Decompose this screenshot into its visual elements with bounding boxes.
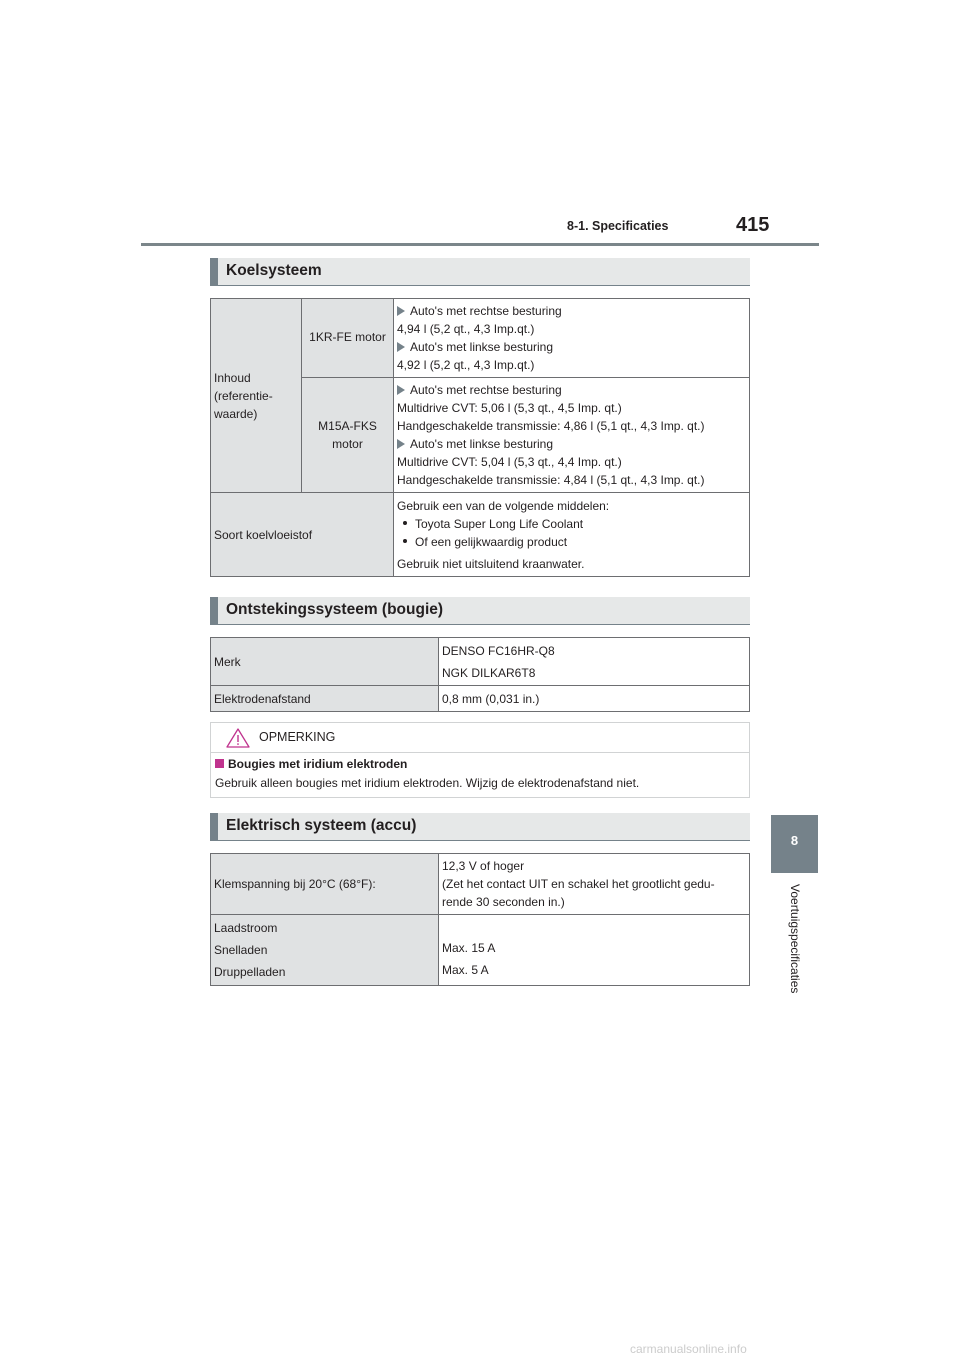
engine2-cell xyxy=(302,378,394,493)
coolant-values-cell xyxy=(394,493,750,577)
warning-triangle-icon xyxy=(225,727,251,749)
brand-label: Merk xyxy=(214,654,241,669)
arrow-right-icon xyxy=(397,439,405,449)
brand-value-2: NGK DILKAR6T8 xyxy=(442,665,536,680)
capacity-label-cell xyxy=(211,299,302,493)
chapter-number: 8 xyxy=(790,833,799,848)
engine1-lhd-label: Auto's met linkse besturing xyxy=(410,340,554,354)
gap-value: 0,8 mm (0,031 in.) xyxy=(442,691,540,706)
notice-box xyxy=(210,722,750,798)
section-heading-cooling xyxy=(210,258,750,286)
header-divider xyxy=(141,243,819,246)
trickle-charge-label: Druppelladen xyxy=(214,965,286,979)
engine1-rhd-label: Auto's met rechtse besturing xyxy=(410,304,562,318)
section-heading-electrical xyxy=(210,813,750,841)
notice-subtitle: Bougies met iridium elektroden xyxy=(228,757,408,771)
engine1-rhd-value: 4,94 l (5,2 qt., 4,3 Imp.qt.) xyxy=(397,322,535,336)
voltage-values-cell xyxy=(439,854,750,915)
engine2-rhd-label: Auto's met rechtse besturing xyxy=(410,383,562,397)
section-heading-cooling-text: Koelsysteem xyxy=(226,262,322,279)
voltage-value-3: rende 30 seconden in.) xyxy=(442,895,565,909)
section-heading-ignition xyxy=(210,597,750,625)
voltage-label-cell xyxy=(211,854,439,915)
engine1-values-cell xyxy=(394,299,750,378)
notice-header xyxy=(211,723,749,753)
charge-label-cell xyxy=(211,915,439,986)
gap-value-cell xyxy=(439,686,750,712)
coolant-note: Gebruik niet uitsluitend kraanwater. xyxy=(397,556,585,571)
voltage-value-2: (Zet het contact UIT en schakel het grootlicht gedu- xyxy=(442,877,715,891)
capacity-label: Inhoud (referentie- waarde) xyxy=(214,370,273,421)
engine1-cell xyxy=(302,299,394,378)
square-marker-icon xyxy=(215,759,224,768)
notice-text: Gebruik alleen bougies met iridium elektroden. Wijzig de elektrodenafstand niet. xyxy=(215,776,640,790)
engine2-label: M15A-FKS motor xyxy=(318,419,377,451)
header-section-title: 8-1. Specificaties xyxy=(567,219,669,233)
charge-label: Laadstroom xyxy=(214,921,278,935)
brand-label-cell xyxy=(211,638,439,686)
engine2-lhd-manual: Handgeschakelde transmissie: 4,84 l (5,1 qt., 4,3 Imp. qt.) xyxy=(397,473,705,487)
engine2-values-cell xyxy=(394,378,750,493)
fast-charge-value: Max. 15 A xyxy=(442,941,496,955)
arrow-right-icon xyxy=(397,385,405,395)
engine1-lhd-value: 4,92 l (5,2 qt., 4,3 Imp.qt.) xyxy=(397,358,535,372)
page-number: 415 xyxy=(736,214,770,236)
section-heading-ignition-text: Ontstekingssysteem (bougie) xyxy=(226,601,444,618)
electrical-table xyxy=(210,853,750,986)
engine2-rhd-manual: Handgeschakelde transmissie: 4,86 l (5,1 qt., 4,3 Imp. qt.) xyxy=(397,419,705,433)
bullet-icon xyxy=(403,539,407,543)
voltage-value-1: 12,3 V of hoger xyxy=(442,859,525,873)
cooling-table xyxy=(210,298,750,577)
notice-subtitle-row xyxy=(215,757,407,771)
gap-label: Elektrodenafstand xyxy=(214,691,311,706)
engine2-lhd-cvt: Multidrive CVT: 5,04 l (5,3 qt., 4,4 Imp. qt.) xyxy=(397,455,622,469)
gap-label-cell xyxy=(211,686,439,712)
section-heading-electrical-text: Elektrisch systeem (accu) xyxy=(226,817,417,834)
notice-title: OPMERKING xyxy=(259,730,336,744)
coolant-label: Soort koelvloeistof xyxy=(214,527,313,542)
coolant-option-1: Toyota Super Long Life Coolant xyxy=(415,516,584,531)
charge-values-cell xyxy=(439,915,750,986)
engine1-label: 1KR-FE motor xyxy=(309,330,386,344)
coolant-option-2: Of een gelijkwaardig product xyxy=(415,534,568,549)
brand-values-cell xyxy=(439,638,750,686)
engine2-lhd-label: Auto's met linkse besturing xyxy=(410,437,554,451)
brand-value-1: DENSO FC16HR-Q8 xyxy=(442,643,555,658)
voltage-label: Klemspanning bij 20°C (68°F): xyxy=(214,877,376,891)
bullet-icon xyxy=(403,521,407,525)
ignition-table xyxy=(210,637,750,712)
fast-charge-label: Snelladen xyxy=(214,943,268,957)
chapter-label: Voertuigspecificaties xyxy=(788,884,802,994)
arrow-right-icon xyxy=(397,306,405,316)
arrow-right-icon xyxy=(397,342,405,352)
coolant-label-cell xyxy=(211,493,394,577)
coolant-intro: Gebruik een van de volgende middelen: xyxy=(397,498,610,513)
trickle-charge-value: Max. 5 A xyxy=(442,963,489,977)
engine2-rhd-cvt: Multidrive CVT: 5,06 l (5,3 qt., 4,5 Imp. qt.) xyxy=(397,401,622,415)
footer-watermark: carmanualsonline.info xyxy=(630,1342,747,1356)
